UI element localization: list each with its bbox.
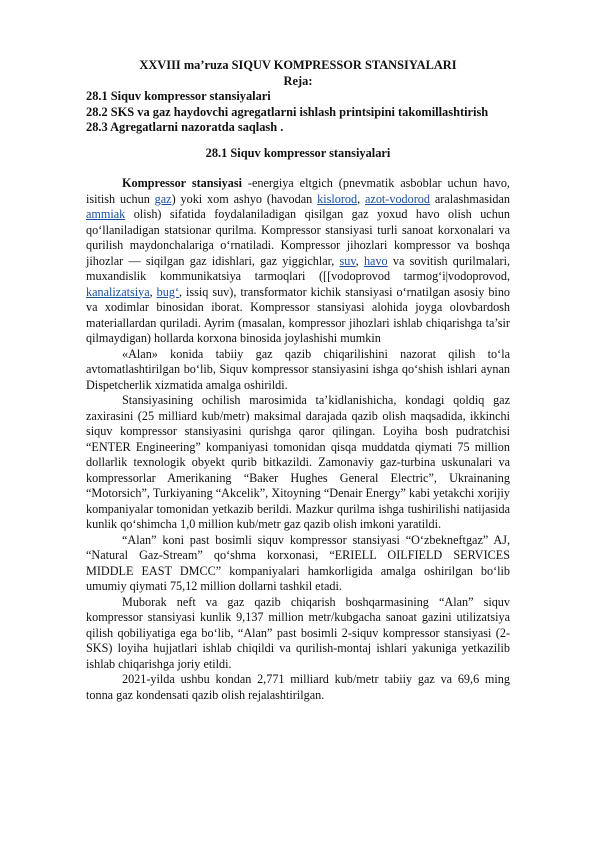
lecture-title: XXVIII ma’ruza SIQUV KOMPRESSOR STANSIYALARI [139,58,457,72]
term-kompressor-stansiyasi: Kompressor stansiyasi [122,176,242,190]
link-gaz[interactable]: gaz [154,191,172,206]
link-bug[interactable]: bug‘ [156,284,179,299]
paragraph-5: Muborak neft va gaz qazib chiqarish boshqarmasining “Alan” siquv kompressor stansiyasi kunlik 9,137 million metr/kubgacha sanoat gazini utilizatsiya qilish qobiliyatiga ega bo‘lib, “Alan” past bosimli 2-siquv kompressor stansiyasi (2-SKS) loyiha hujjatlari ishlab chiqildi va qurilish-montaj ishlari yakuniga yetkazilib ishlab chiqarishga joriy etildi. [86,594,510,671]
paragraph-2: «Alan» konida tabiiy gaz qazib chiqarilishini nazorat qilish to‘la avtomatlashtirilgan bo‘lib, Siquv kompressor stansiyasini ishga qo‘shish ishlari aynan Dispetcherlik xizmatida amalga oshirildi. [86,346,510,392]
p1-text: , [357,191,365,206]
p1-text: va sovitish qurilmalari, muxandislik kommunikatsiya tarmoqlari ([[vodoprovod tarmog‘i|vodoprovod, [86,253,510,283]
plan-heading: Reja: [283,73,313,88]
p1-text: , [149,284,157,299]
plan-item: 28.1 Siquv kompressor stansiyalari [86,89,271,103]
paragraph-1 [86,176,510,347]
section-title: 28.1 Siquv kompressor stansiyalari [205,145,391,160]
p1-text: olish) sifatida foydalaniladigan qisilgan gaz yoxud havo olish uchun qo‘llaniladigan statsionar qurilma. Kompressor stansiyasi turli sanoat korxonalari va qurilish maydonchalariga o‘rnatiladi. Kompressor jihozlari kompressor va boshqa jihozlar — siqilgan gaz idishlari, gaz yiggichlar, [86,207,510,268]
link-kislorod[interactable]: kislorod [317,191,358,206]
p1-text: , issiq suv), transformator kichik stansiyasi o‘rnatilgan asosiy bino va xodimlar binosidan iborat. Kompressor stansiyasi alohida joyga olovbardosh materiallardan quriladi. Ayrim (masalan, kompressor jihozlari ishlab chiqarishga ta’sir qilmaydigan) hollarda korxona binosida joylashishi mumkin [86,284,511,345]
link-kanalizatsiya[interactable]: kanalizatsiya [86,284,150,299]
link-ammiak[interactable]: ammiak [86,207,126,221]
link-azot-vodorod[interactable]: azot-vodorod [365,191,430,206]
p1-text: , [355,253,364,268]
plan-list [86,89,510,136]
paragraph-6: 2021-yilda ushbu kondan 2,771 milliard kub/metr tabiiy gaz va 69,6 ming tonna gaz kondensati qazib olish rejalashtirilgan. [86,672,510,702]
paragraph-3: Stansiyasining ochilish marosimida ta’kidlanishicha, kondagi qoldiq gaz zaxirasini (25 milliard kub/metr) maksimal darajada qazib olish maqsadida, ikkinchi siquv kompressor stansiyasini qurishga qaror qilingan. Loyiha bosh pudratchisi “ENTER Engineering” kompaniyasi tomonidan qisqa muddatda qiymati 75 million dollarlik texnologik obyekt qurib bitkazildi. Zamonaviy gaz-turbina uskunalari va kompressorlar Amerikaning “Baker Hughes General Electric”, Ukrainaning “Motorsich”, Turkiyaning “Akcelik”, Xitoyning “Denair Energy” kabi yetakchi xorijiy kompaniyalar tomonidan yetkazib berildi. Mazkur qurilma ishga tushirilishi natijasida kunlik qo‘shimcha 1,0 million kub/metr gaz qazib olish imkoni yaratildi. [86,393,510,531]
p1-text: aralashmasidan [429,191,510,206]
link-suv[interactable]: suv [339,253,356,268]
paragraph-4: “Alan” koni past bosimli siquv kompressor stansiyasi “O‘zbekneftgaz” AJ, “Natural Gaz-Stream” qo‘shma korxonasi, “ERIELL OILFIELD SERVICES MIDDLE EAST DMCC” kompaniyalari hamkorligida amalga oshirilgan bo‘lib umumiy qiymati 75,12 million dollarni tashkil etadi. [86,532,510,593]
p1-text: -energiya eltgich (pnevmatik asboblar uchun havo, isitish uchun [86,176,510,206]
link-havo[interactable]: havo [363,253,388,268]
p1-text: ) yoki xom ashyo (havodan [171,191,318,206]
plan-item: 28.3 Agregatlarni nazoratda saqlash . [86,120,284,134]
plan-item: 28.2 SKS va gaz haydovchi agregatlarni ishlash printsipini takomillashtirish [86,104,489,119]
